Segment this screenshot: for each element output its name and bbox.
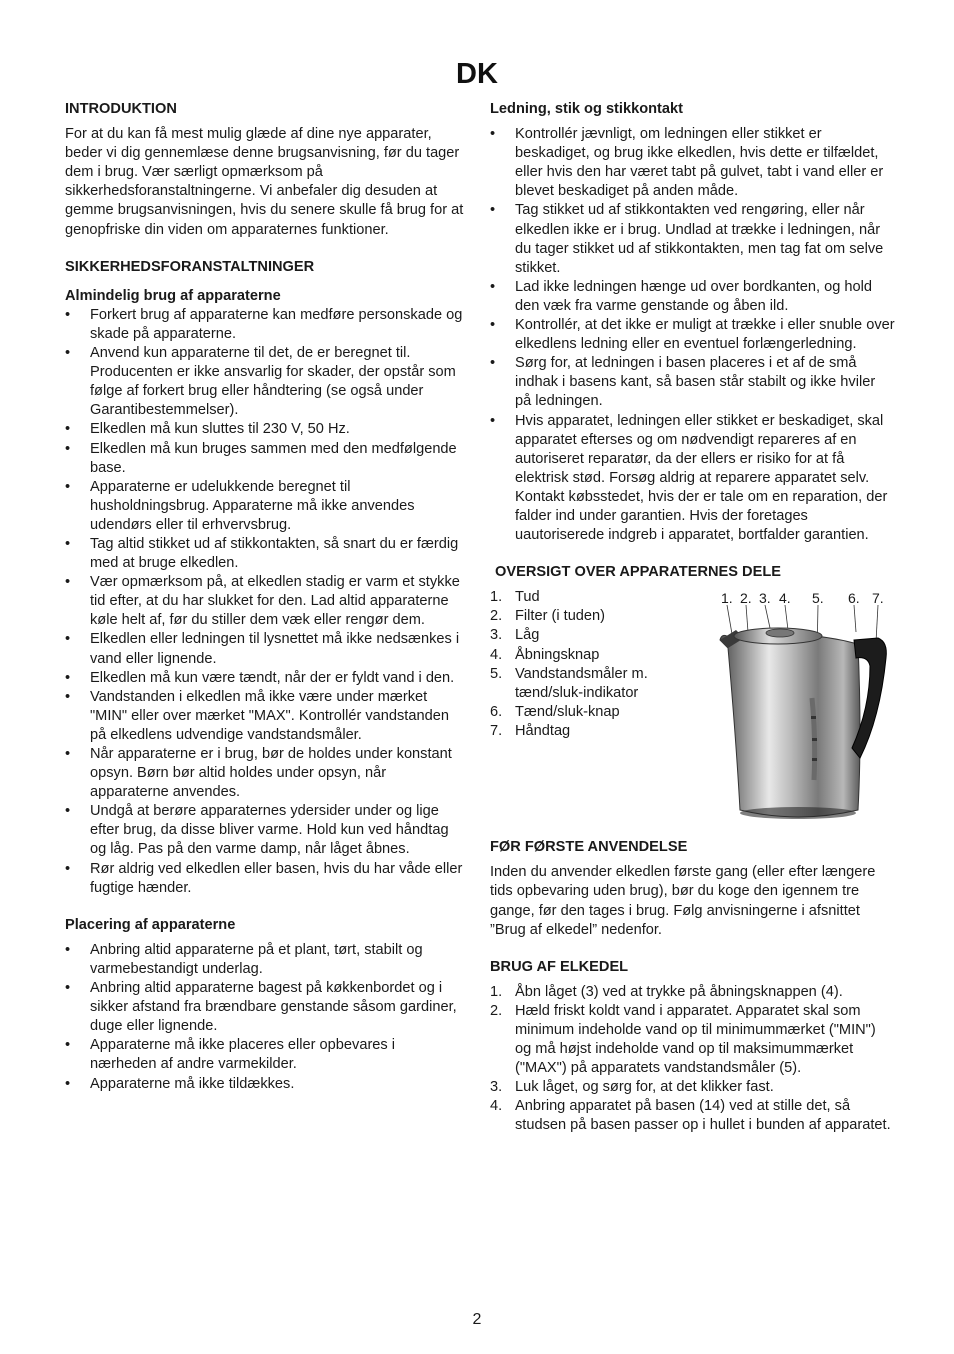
list-item: • Elkedlen må kun være tændt, når der er fyldt vand i den.: [65, 669, 465, 688]
list-item: • Anvend kun apparaterne til det, de er beregnet til. Producenten er ikke ansvarlig for skader, der opstår som følge af forkert brug eller håndtering (se også under Garantibestemmelser).: [65, 344, 465, 420]
list-item: • Apparaterne må ikke placeres eller opbevares i nærheden af andre varmekilder.: [65, 1036, 465, 1074]
list-item: • Tag altid stikket ud af stikkontakten, så snart du er færdig med at bruge elkedlen.: [65, 535, 465, 573]
figure-label: 1.: [721, 590, 733, 607]
list-item: • Anbring altid apparaterne bagest på køkkenbordet og i sikker afstand fra brændbare genstande såsom gardiner, duge eller lignende.: [65, 979, 465, 1036]
list-item: 4. Anbring apparatet på basen (14) ved at stille det, så studsen på basen passer op i hullet i bunden af apparatet.: [490, 1098, 891, 1134]
list-item: 1. Åbn låget (3) ved at trykke på åbningsknappen (4).: [490, 983, 843, 1000]
overview-heading: OVERSIGT OVER APPARATERNES DELE: [495, 564, 781, 581]
page-title: DK: [456, 58, 498, 90]
general-use-heading: Almindelig brug af apparaterne: [65, 287, 281, 304]
list-item: • Undgå at berøre apparaternes ydersider under og lige efter brug, da disse bliver varme. Hold kun ved håndtag og låg. Pas på den varme damp, når låget åbnes.: [65, 802, 465, 859]
usage-list: [490, 983, 895, 1136]
kettle-illustration: [718, 588, 898, 828]
list-item: • Lad ikke ledningen hænge ud over bordkanten, og hold den væk fra varme genstande og åben ild.: [490, 278, 895, 316]
right-column: [490, 100, 895, 1136]
list-item: 7. Håndtag: [490, 722, 571, 739]
list-item: • Apparaterne er udelukkende beregnet til husholdningsbrug. Apparaterne må ikke anvendes udendørs eller til erhvervsbrug.: [65, 478, 465, 535]
left-column: [65, 100, 465, 1094]
list-item: 5. Vandstandsmåler m. tænd/sluk-indikator: [490, 665, 648, 701]
list-item: 4. Åbningsknap: [490, 646, 600, 663]
list-item: • Kontrollér jævnligt, om ledningen eller stikket er beskadiget, og brug ikke elkedlen, hvis dette er tilfældet, eller hvis den har været tabt på gulvet, tabt i vand eller er blevet beskadiget på anden måde.: [490, 125, 895, 201]
list-item: 2. Hæld friskt koldt vand i apparatet. Apparatet skal som minimum indeholde vand op til minimummærket ("MIN") og må højst indeholde vand op til maksimummærket ("MAX") på apparatets vandstandsmåler (5).: [490, 1002, 876, 1077]
kettle-icon: [718, 588, 898, 828]
placement-heading: Placering af apparaterne: [65, 916, 236, 933]
list-item: • Hvis apparatet, ledningen eller stikket er beskadiget, skal apparatet efterses og om nødvendigt repareres af en autoriseret reparatør, da der ellers er risiko for at få elektrisk stød. Forsøg aldrig at reparere apparatet selv. Kontakt købsstedet, hvis der er tale om en reparation, der falder ind under garantien. Hvis der foretages uautoriserede indgreb i apparatet, bortfalder garantien.: [490, 412, 895, 546]
list-item: 3. Luk låget, og sørg for, at det klikker fast.: [490, 1079, 774, 1096]
general-use-list: [65, 306, 465, 898]
list-item: • Elkedlen må kun bruges sammen med den medfølgende base.: [65, 440, 465, 478]
list-item: 3. Låg: [490, 627, 540, 644]
figure-label: 6.: [848, 590, 860, 607]
page-number: 2: [472, 1311, 482, 1328]
list-item: • Vær opmærksom på, at elkedlen stadig er varm et stykke tid efter, at du har slukket for den. Lad altid apparaterne køle helt af, før du stiller dem væk eller rengør dem.: [65, 573, 465, 630]
figure-label: 3.: [759, 590, 771, 607]
list-item: • Vandstanden i elkedlen må ikke være under mærket "MIN" eller over mærket "MAX". Kontrollér vandstanden på elkedlens udvendige vandstandsmåler.: [65, 688, 465, 745]
list-item: • Rør aldrig ved elkedlen eller basen, hvis du har våde eller fugtige hænder.: [65, 860, 465, 898]
list-item: 6. Tænd/sluk-knap: [490, 703, 620, 720]
overview-section: [490, 588, 895, 838]
list-item: • Elkedlen eller ledningen til lysnettet må ikke nedsænkes i vand eller lignende.: [65, 630, 465, 668]
list-item: 2. Filter (i tuden): [490, 608, 606, 625]
usage-heading: BRUG AF ELKEDEL: [490, 958, 629, 975]
figure-label: 2.: [740, 590, 752, 607]
first-use-text: Inden du anvender elkedlen første gang (eller efter længere tids opbevaring uden brug), bør du koge den igennem tre gange, før den tages i brug. Følg anvisningerne i afsnittet ”Brug af elkedel” nedenfor.: [490, 864, 876, 938]
figure-label: 5.: [812, 590, 824, 607]
list-item: • Apparaterne må ikke tildækkes.: [65, 1075, 465, 1094]
list-item: 1. Tud: [490, 589, 540, 606]
list-item: • Forkert brug af apparaterne kan medføre personskade og skade på apparaterne.: [65, 306, 465, 344]
list-item: • Sørg for, at ledningen i basen placeres i et af de små indhak i basens kant, så basen står stabilt og ikke hviler på ledningen.: [490, 354, 895, 411]
list-item: • Tag stikket ud af stikkontakten ved rengøring, eller når elkedlen ikke er i brug. Undlad at trække i ledningen, når du tager stikket ud af stikkontakten, men tag fat om selve stikket.: [490, 201, 895, 277]
figure-label: 4.: [779, 590, 791, 607]
figure-label: 7.: [872, 590, 884, 607]
intro-heading: INTRODUKTION: [65, 101, 177, 117]
list-item: • Elkedlen må kun sluttes til 230 V, 50 Hz.: [65, 420, 465, 439]
intro-text: For at du kan få mest mulig glæde af dine nye apparater, beder vi dig gennemlæse denne brugsanvisning, før du tager dem i brug. Vær særligt opmærksom på sikkerhedsforanstaltningerne. Vi anbefaler dig desuden at gemme brugsanvisningen, hvis du senere skulle få brug for at genopfriske din viden om apparaternes funktioner.: [65, 126, 464, 238]
placement-list: [65, 941, 465, 1094]
cord-heading: Ledning, stik og stikkontakt: [490, 101, 683, 117]
cord-list: [490, 125, 895, 545]
list-item: • Kontrollér, at det ikke er muligt at trække i eller snuble over elkedlens ledning eller en eventuel forlængerledning.: [490, 316, 895, 354]
list-item: • Når apparaterne er i brug, bør de holdes under konstant opsyn. Børn bør altid holdes under opsyn, når apparaterne anvendes.: [65, 745, 465, 802]
safety-heading: SIKKERHEDSFORANSTALTNINGER: [65, 258, 315, 275]
list-item: • Anbring altid apparaterne på et plant, tørt, stabilt og varmebestandigt underlag.: [65, 941, 465, 979]
parts-list: [490, 588, 700, 741]
first-use-heading: FØR FØRSTE ANVENDELSE: [490, 839, 688, 856]
